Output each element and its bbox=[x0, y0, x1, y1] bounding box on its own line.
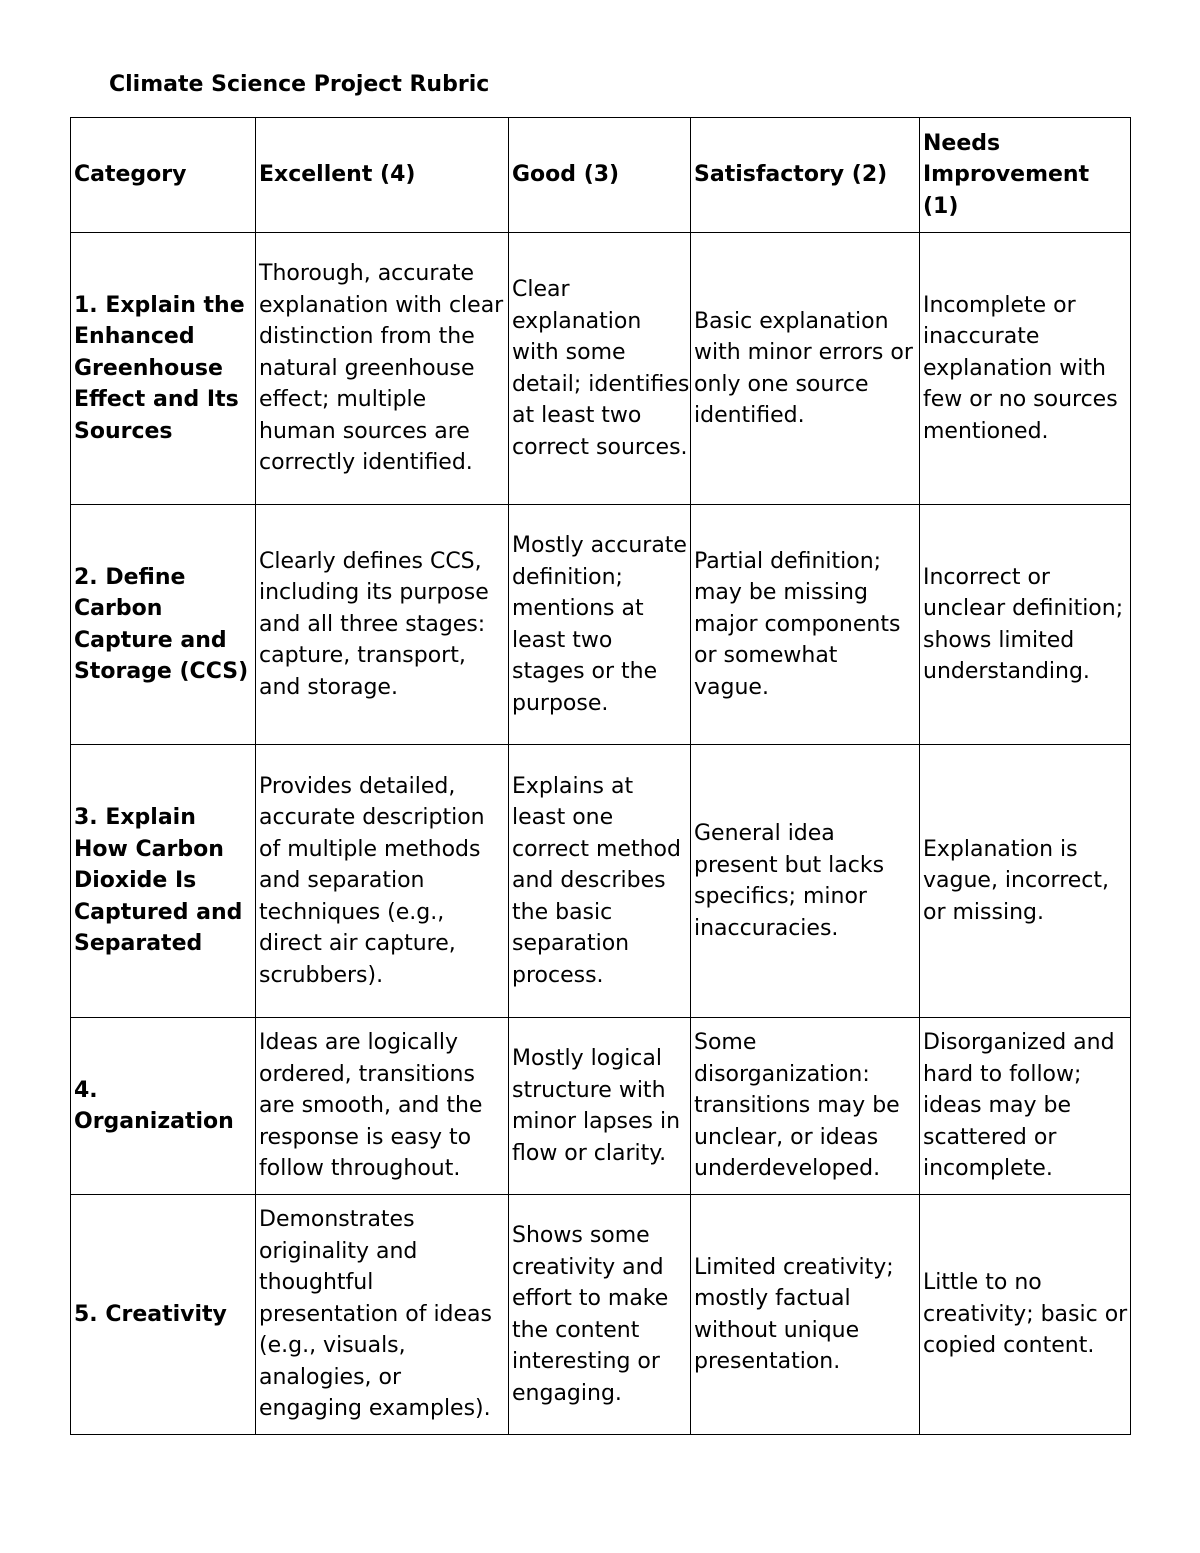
satisfactory-cell: Some disorganization: transitions may be unclear, or ideas underdeveloped. bbox=[691, 1018, 920, 1195]
category-cell: 4. Organization bbox=[71, 1018, 256, 1195]
table-row bbox=[71, 233, 1131, 505]
excellent-cell: Ideas are logically ordered, transitions are smooth, and the response is easy to follow throughout. bbox=[256, 1018, 509, 1195]
needs-improvement-cell: Explanation is vague, incorrect, or missing. bbox=[920, 745, 1131, 1018]
table-row bbox=[71, 1018, 1131, 1195]
satisfactory-cell: Partial definition; may be missing major components or somewhat vague. bbox=[691, 505, 920, 745]
good-cell: Mostly logical structure with minor lapses in flow or clarity. bbox=[509, 1018, 691, 1195]
good-cell: Mostly accurate definition; mentions at least two stages or the purpose. bbox=[509, 505, 691, 745]
category-cell: 3. Explain How Carbon Dioxide Is Captured and Separated bbox=[71, 745, 256, 1018]
excellent-cell: Provides detailed, accurate description of multiple methods and separation techniques (e.g., direct air capture, scrubbers). bbox=[256, 745, 509, 1018]
satisfactory-cell: General idea present but lacks specifics; minor inaccuracies. bbox=[691, 745, 920, 1018]
header-category: Category bbox=[71, 118, 256, 233]
table-header-row bbox=[71, 118, 1131, 233]
category-cell: 1. Explain the Enhanced Greenhouse Effect and Its Sources bbox=[71, 233, 256, 505]
good-cell: Explains at least one correct method and describes the basic separation process. bbox=[509, 745, 691, 1018]
excellent-cell: Clearly defines CCS, including its purpose and all three stages: capture, transport, and storage. bbox=[256, 505, 509, 745]
category-cell: 5. Creativity bbox=[71, 1195, 256, 1435]
satisfactory-cell: Basic explanation with minor errors or only one source identified. bbox=[691, 233, 920, 505]
needs-improvement-cell: Incomplete or inaccurate explanation with few or no sources mentioned. bbox=[920, 233, 1131, 505]
table-row bbox=[71, 505, 1131, 745]
excellent-cell: Thorough, accurate explanation with clear distinction from the natural greenhouse effect; multiple human sources are correctly identified. bbox=[256, 233, 509, 505]
header-satisfactory: Satisfactory (2) bbox=[691, 118, 920, 233]
header-excellent: Excellent (4) bbox=[256, 118, 509, 233]
header-needs-improvement: Needs Improvement (1) bbox=[920, 118, 1131, 233]
excellent-cell: Demonstrates originality and thoughtful presentation of ideas (e.g., visuals, analogies, or engaging examples). bbox=[256, 1195, 509, 1435]
needs-improvement-cell: Incorrect or unclear definition; shows limited understanding. bbox=[920, 505, 1131, 745]
table-row bbox=[71, 745, 1131, 1018]
needs-improvement-cell: Disorganized and hard to follow; ideas may be scattered or incomplete. bbox=[920, 1018, 1131, 1195]
good-cell: Clear explanation with some detail; identifies at least two correct sources. bbox=[509, 233, 691, 505]
header-good: Good (3) bbox=[509, 118, 691, 233]
good-cell: Shows some creativity and effort to make the content interesting or engaging. bbox=[509, 1195, 691, 1435]
table-row bbox=[71, 1195, 1131, 1435]
rubric-table bbox=[70, 117, 1131, 1435]
page-title: Climate Science Project Rubric bbox=[109, 72, 490, 97]
needs-improvement-cell: Little to no creativity; basic or copied content. bbox=[920, 1195, 1131, 1435]
category-cell: 2. Define Carbon Capture and Storage (CCS) bbox=[71, 505, 256, 745]
satisfactory-cell: Limited creativity; mostly factual without unique presentation. bbox=[691, 1195, 920, 1435]
